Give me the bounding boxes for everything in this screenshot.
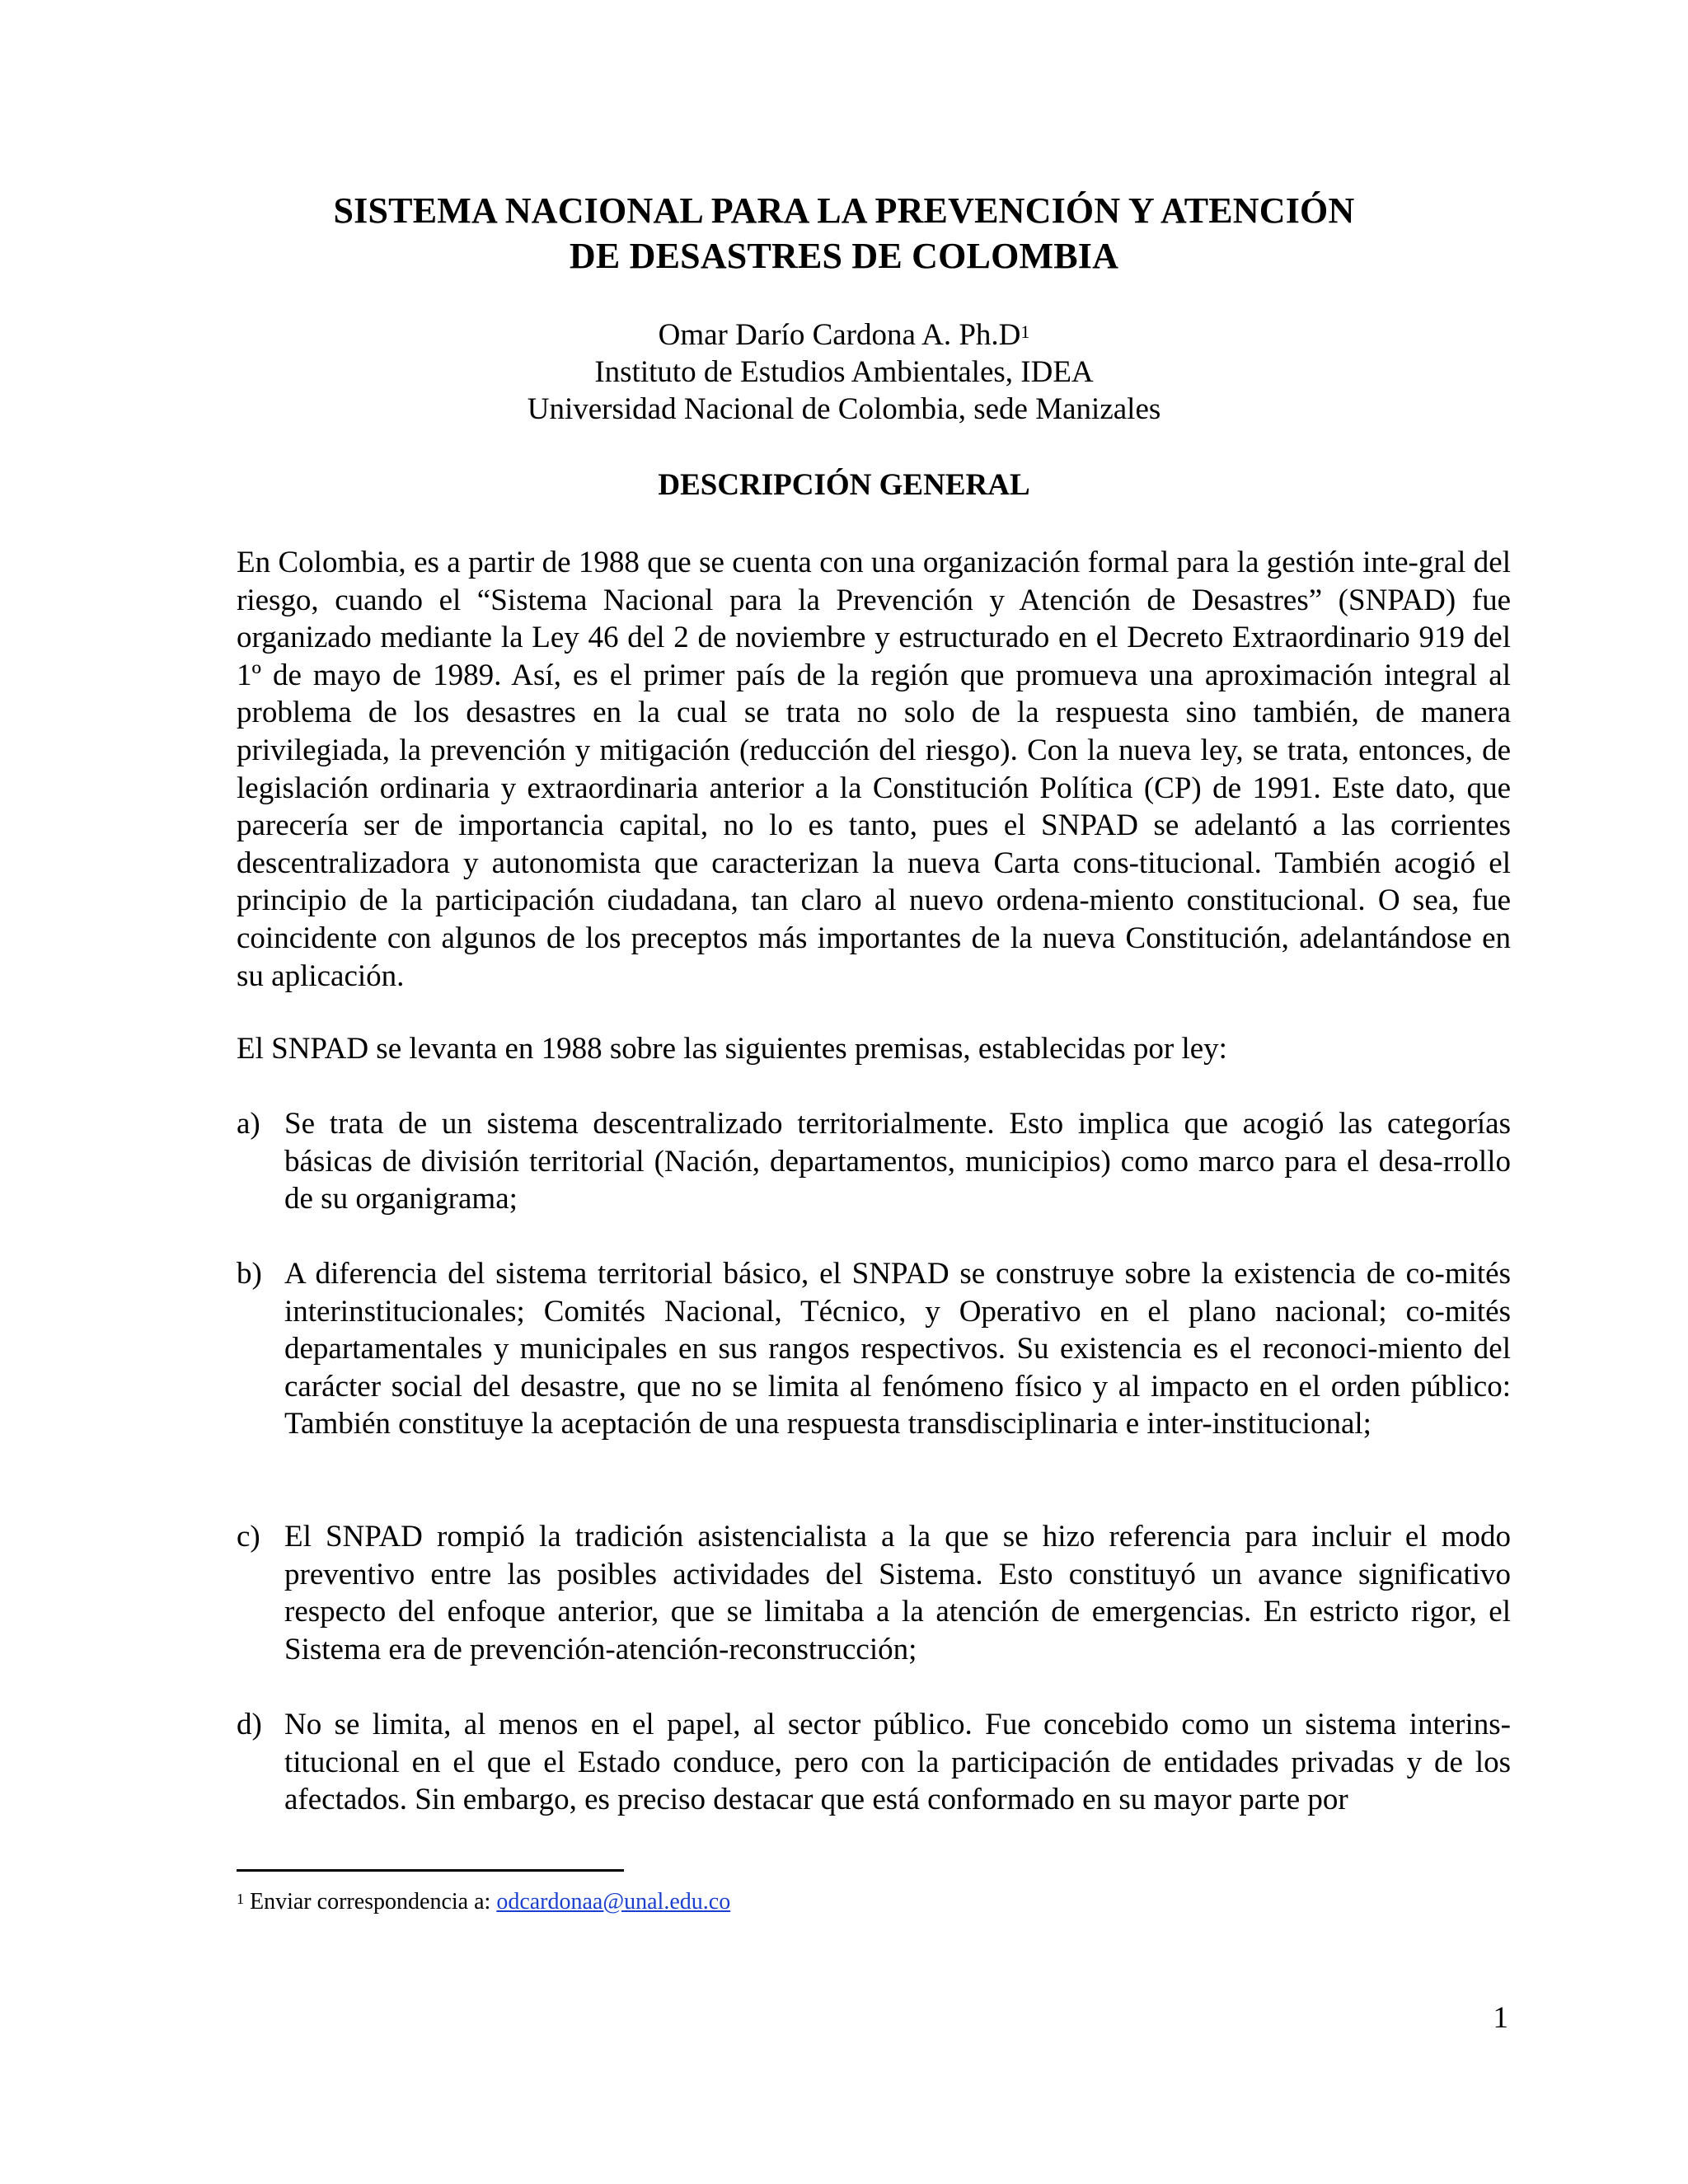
footnote-mark: 1 <box>237 1891 244 1907</box>
author-footnote-mark: 1 <box>1020 321 1030 342</box>
footnote-divider <box>237 1869 624 1872</box>
paragraph-2: El SNPAD se levanta en 1988 sobre las siguientes premisas, establecidas por ley: <box>237 1032 1227 1066</box>
affiliation-line-2: Universidad Nacional de Colombia, sede Manizales <box>527 392 1161 426</box>
list-marker: a) <box>237 1107 260 1141</box>
list-item-text: A diferencia del sistema territorial básico, el SNPAD se construye sobre la existencia de co-mités interinstitucionales; Comités Nacional, Técnico, y Operativo en el plano nacional; co-mités departamentales y municipales en sus rangos respectivos. Su existencia es el reconoci-miento del carácter social del desastre, que no se limita al fenómeno físico y al impacto en el orden público: También constituye la aceptación de una respuesta transdisciplinaria e inter-institucional; <box>284 1257 1511 1441</box>
list-item-text: Se trata de un sistema descentralizado territorialmente. Esto implica que acogió las categorías básicas de división territorial (Nación, departamentos, municipios) como marco para el desa-rrollo de su organigrama; <box>284 1107 1511 1216</box>
list-item-text: No se limita, al menos en el papel, al sector público. Fue concebido como un sistema interins-titucional en el que el Estado conduce, pero con la participación de entidades privadas y de los afectados. Sin embargo, es preciso destacar que está conformado en su mayor parte por <box>284 1708 1511 1817</box>
list-marker: c) <box>237 1520 260 1554</box>
title-line-1: SISTEMA NACIONAL PARA LA PREVENCIÓN Y ATENCIÓN <box>333 190 1355 231</box>
document-title <box>0 188 1688 279</box>
affiliation-line-1: Instituto de Estudios Ambientales, IDEA <box>594 355 1094 389</box>
list-marker: b) <box>237 1257 262 1291</box>
list-marker: d) <box>237 1708 262 1741</box>
author-name: Omar Darío Cardona A. Ph.D <box>658 318 1021 352</box>
title-line-2: DE DESASTRES DE COLOMBIA <box>569 236 1119 276</box>
author-block <box>0 316 1688 428</box>
paragraph-1: En Colombia, es a partir de 1988 que se cuenta con una organización formal para la gestión inte-gral del riesgo, cuando el “Sistema Nacional para la Prevención y Atención de Desastres” (SNPAD) fue organizado mediante la Ley 46 del 2 de noviembre y estructurado en el Decreto Extraordinario 919 del 1º de mayo de 1989. Así, es el primer país de la región que promueva una aproximación integral al problema de los desastres en la cual se trata no solo de la respuesta sino también, de manera privilegiada, la prevención y mitigación (reducción del riesgo). Con la nueva ley, se trata, entonces, de legislación ordinaria y extraordinaria anterior a la Constitución Política (CP) de 1991. Este dato, que parecería ser de importancia capital, no lo es tanto, pues el SNPAD se adelantó a las corrientes descentralizadora y autonomista que caracterizan la nueva Carta cons-titucional. También acogió el principio de la participación ciudadana, tan claro al nuevo ordena-miento constitucional. O sea, fue coincidente con algunos de los preceptos más importantes de la nueva Constitución, adelantándose en su aplicación. <box>237 546 1511 993</box>
page-number: 1 <box>1493 2001 1508 2035</box>
footnote <box>237 1887 730 1917</box>
section-heading: DESCRIPCIÓN GENERAL <box>658 468 1030 502</box>
footnote-text: Enviar correspondencia a: <box>250 1889 497 1915</box>
author-line <box>0 316 1688 354</box>
list-item-text: El SNPAD rompió la tradición asistencialista a la que se hizo referencia para incluir el modo preventivo entre las posibles actividades del Sistema. Esto constituyó un avance significativo respecto del enfoque anterior, que se limitaba a la atención de emergencias. En estricto rigor, el Sistema era de prevención-atención-reconstrucción; <box>284 1520 1511 1666</box>
footnote-email-link[interactable]: odcardonaa@unal.edu.co <box>496 1889 731 1915</box>
